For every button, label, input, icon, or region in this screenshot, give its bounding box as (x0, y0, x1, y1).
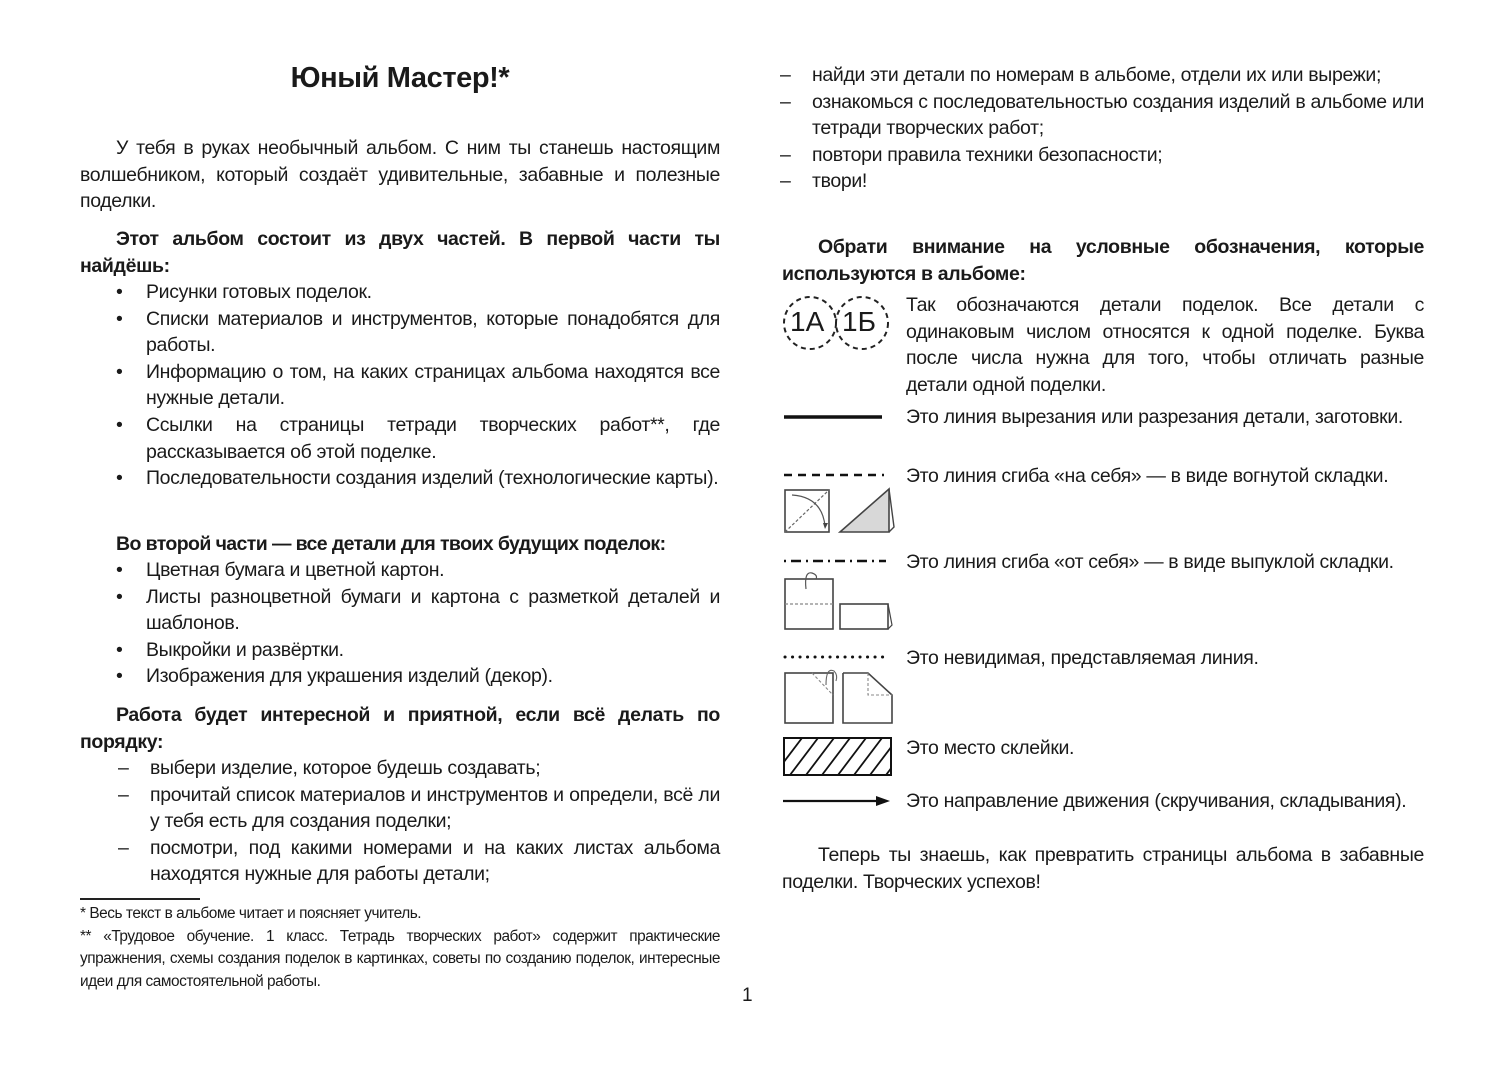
dash-icon: – (780, 143, 791, 166)
direction-arrow-icon (782, 788, 898, 819)
part1-list (80, 279, 720, 492)
dotted-invisible-line-icon (782, 645, 898, 734)
intro-paragraph: У тебя в руках необычный альбом. С ним ты станешь настоящим волшебником, который создаёт удивительные, забавные и полезные поделки. (80, 137, 720, 213)
legend-text: Это линия сгиба «на себя» — в виде вогнутой складки. (906, 465, 1389, 487)
list-item: • Листы разноцветной бумаги и картона с разметкой деталей и шаблонов. (116, 585, 720, 635)
list-item: • Выкройки и развёртки. (80, 637, 720, 664)
footnotes (80, 903, 720, 993)
legend-heading: Обрати внимание на условные обозначения, которые используются в альбоме: (782, 236, 1424, 285)
list-item: • Ссылки на страницы тетради творческих работ**, где рассказывается об этой поделке. (116, 413, 720, 463)
list-item: – ознакомься с последовательностью создания изделий в альбоме или тетради творческих работ; (780, 90, 1424, 140)
bullet-icon: • (116, 638, 123, 661)
legend-text: Это линия вырезания или разрезания детали, заготовки. (906, 406, 1403, 428)
order-heading: Работа будет интересной и приятной, если всё делать по порядку: (80, 704, 720, 753)
part2-heading: Во второй части — все детали для твоих будущих поделок: (116, 533, 666, 555)
part-label: 1Б (842, 306, 876, 337)
bullet-icon: • (116, 307, 123, 330)
bullet-icon: • (116, 467, 123, 490)
list-item: • Изображения для украшения изделий (декор). (80, 663, 720, 690)
dashed-valley-fold-icon (782, 463, 898, 540)
list-item: • Цветная бумага и цветной картон. (80, 557, 720, 584)
bullet-icon: • (116, 281, 123, 303)
bullet-icon: • (116, 559, 123, 581)
legend-text: Так обозначаются детали поделок. Все детали с одинаковым числом относятся к одной поделке. Буква после числа нужна для того, чтобы отличать разные детали одной поделки. (906, 294, 1424, 396)
list-item: – выбери изделие, которое будешь создавать; (80, 755, 720, 782)
bullet-icon: • (116, 413, 123, 436)
part-label: 1А (790, 306, 825, 337)
list-item: • Рисунки готовых поделок. (80, 279, 720, 306)
legend-text: Это направление движения (скручивания, складывания). (906, 790, 1407, 812)
dash-dot-mountain-fold-icon (782, 549, 898, 638)
part1-heading: Этот альбом состоит из двух частей. В первой части ты найдёшь: (80, 228, 720, 277)
legend-text: Это линия сгиба «от себя» — в виде выпуклой складки. (906, 551, 1394, 573)
dash-icon: – (118, 836, 129, 859)
list-item: • Списки материалов и инструментов, которые понадобятся для работы. (116, 307, 720, 357)
page-number: 1 (742, 985, 753, 1006)
part-label-circles-icon (782, 292, 892, 359)
list-item: • Информацию о том, на каких страницах альбома находятся все нужные детали. (116, 360, 720, 410)
closing-paragraph: Теперь ты знаешь, как превратить страницы альбома в забавные поделки. Творческих успехов! (782, 844, 1424, 893)
list-item: – найди эти детали по номерам в альбоме, отдели их или вырежи; (742, 62, 1424, 89)
list-item: – твори! (742, 168, 1424, 195)
legend-text: Это место склейки. (906, 737, 1075, 759)
bullet-icon: • (116, 665, 123, 688)
dash-icon: – (780, 170, 791, 193)
footnote: ** «Трудовое обучение. 1 класс. Тетрадь творческих работ» содержит практические упражнения, схемы создания поделок в картинках, советы по созданию поделок, интересные идеи для самостоятельной работы. (80, 927, 720, 990)
order-steps-list (80, 755, 720, 888)
footnote: * Весь текст в альбоме читает и поясняет учитель. (80, 905, 422, 922)
dash-icon: – (780, 90, 791, 113)
page-title: Юный Мастер!* (290, 62, 510, 94)
hatched-glue-area-icon (782, 735, 898, 784)
footnote-divider (80, 898, 200, 900)
list-item: – повтори правила техники безопасности; (742, 142, 1424, 169)
part2-list (80, 557, 720, 690)
list-item: • Последовательности создания изделий (технологические карты). (80, 465, 720, 492)
list-item: – прочитай список материалов и инструментов и определи, всё ли у тебя есть для создания поделки; (118, 783, 720, 833)
dash-icon: – (118, 757, 129, 779)
order-steps-continued (742, 62, 1424, 195)
bullet-icon: • (116, 585, 123, 608)
dash-icon: – (780, 64, 791, 86)
bullet-icon: • (116, 360, 123, 383)
legend-text: Это невидимая, представляемая линия. (906, 647, 1259, 669)
list-item: – посмотри, под какими номерами и на каких листах альбома находятся нужные для работы детали; (118, 836, 720, 886)
solid-cut-line-icon (782, 404, 886, 435)
dash-icon: – (118, 783, 129, 806)
